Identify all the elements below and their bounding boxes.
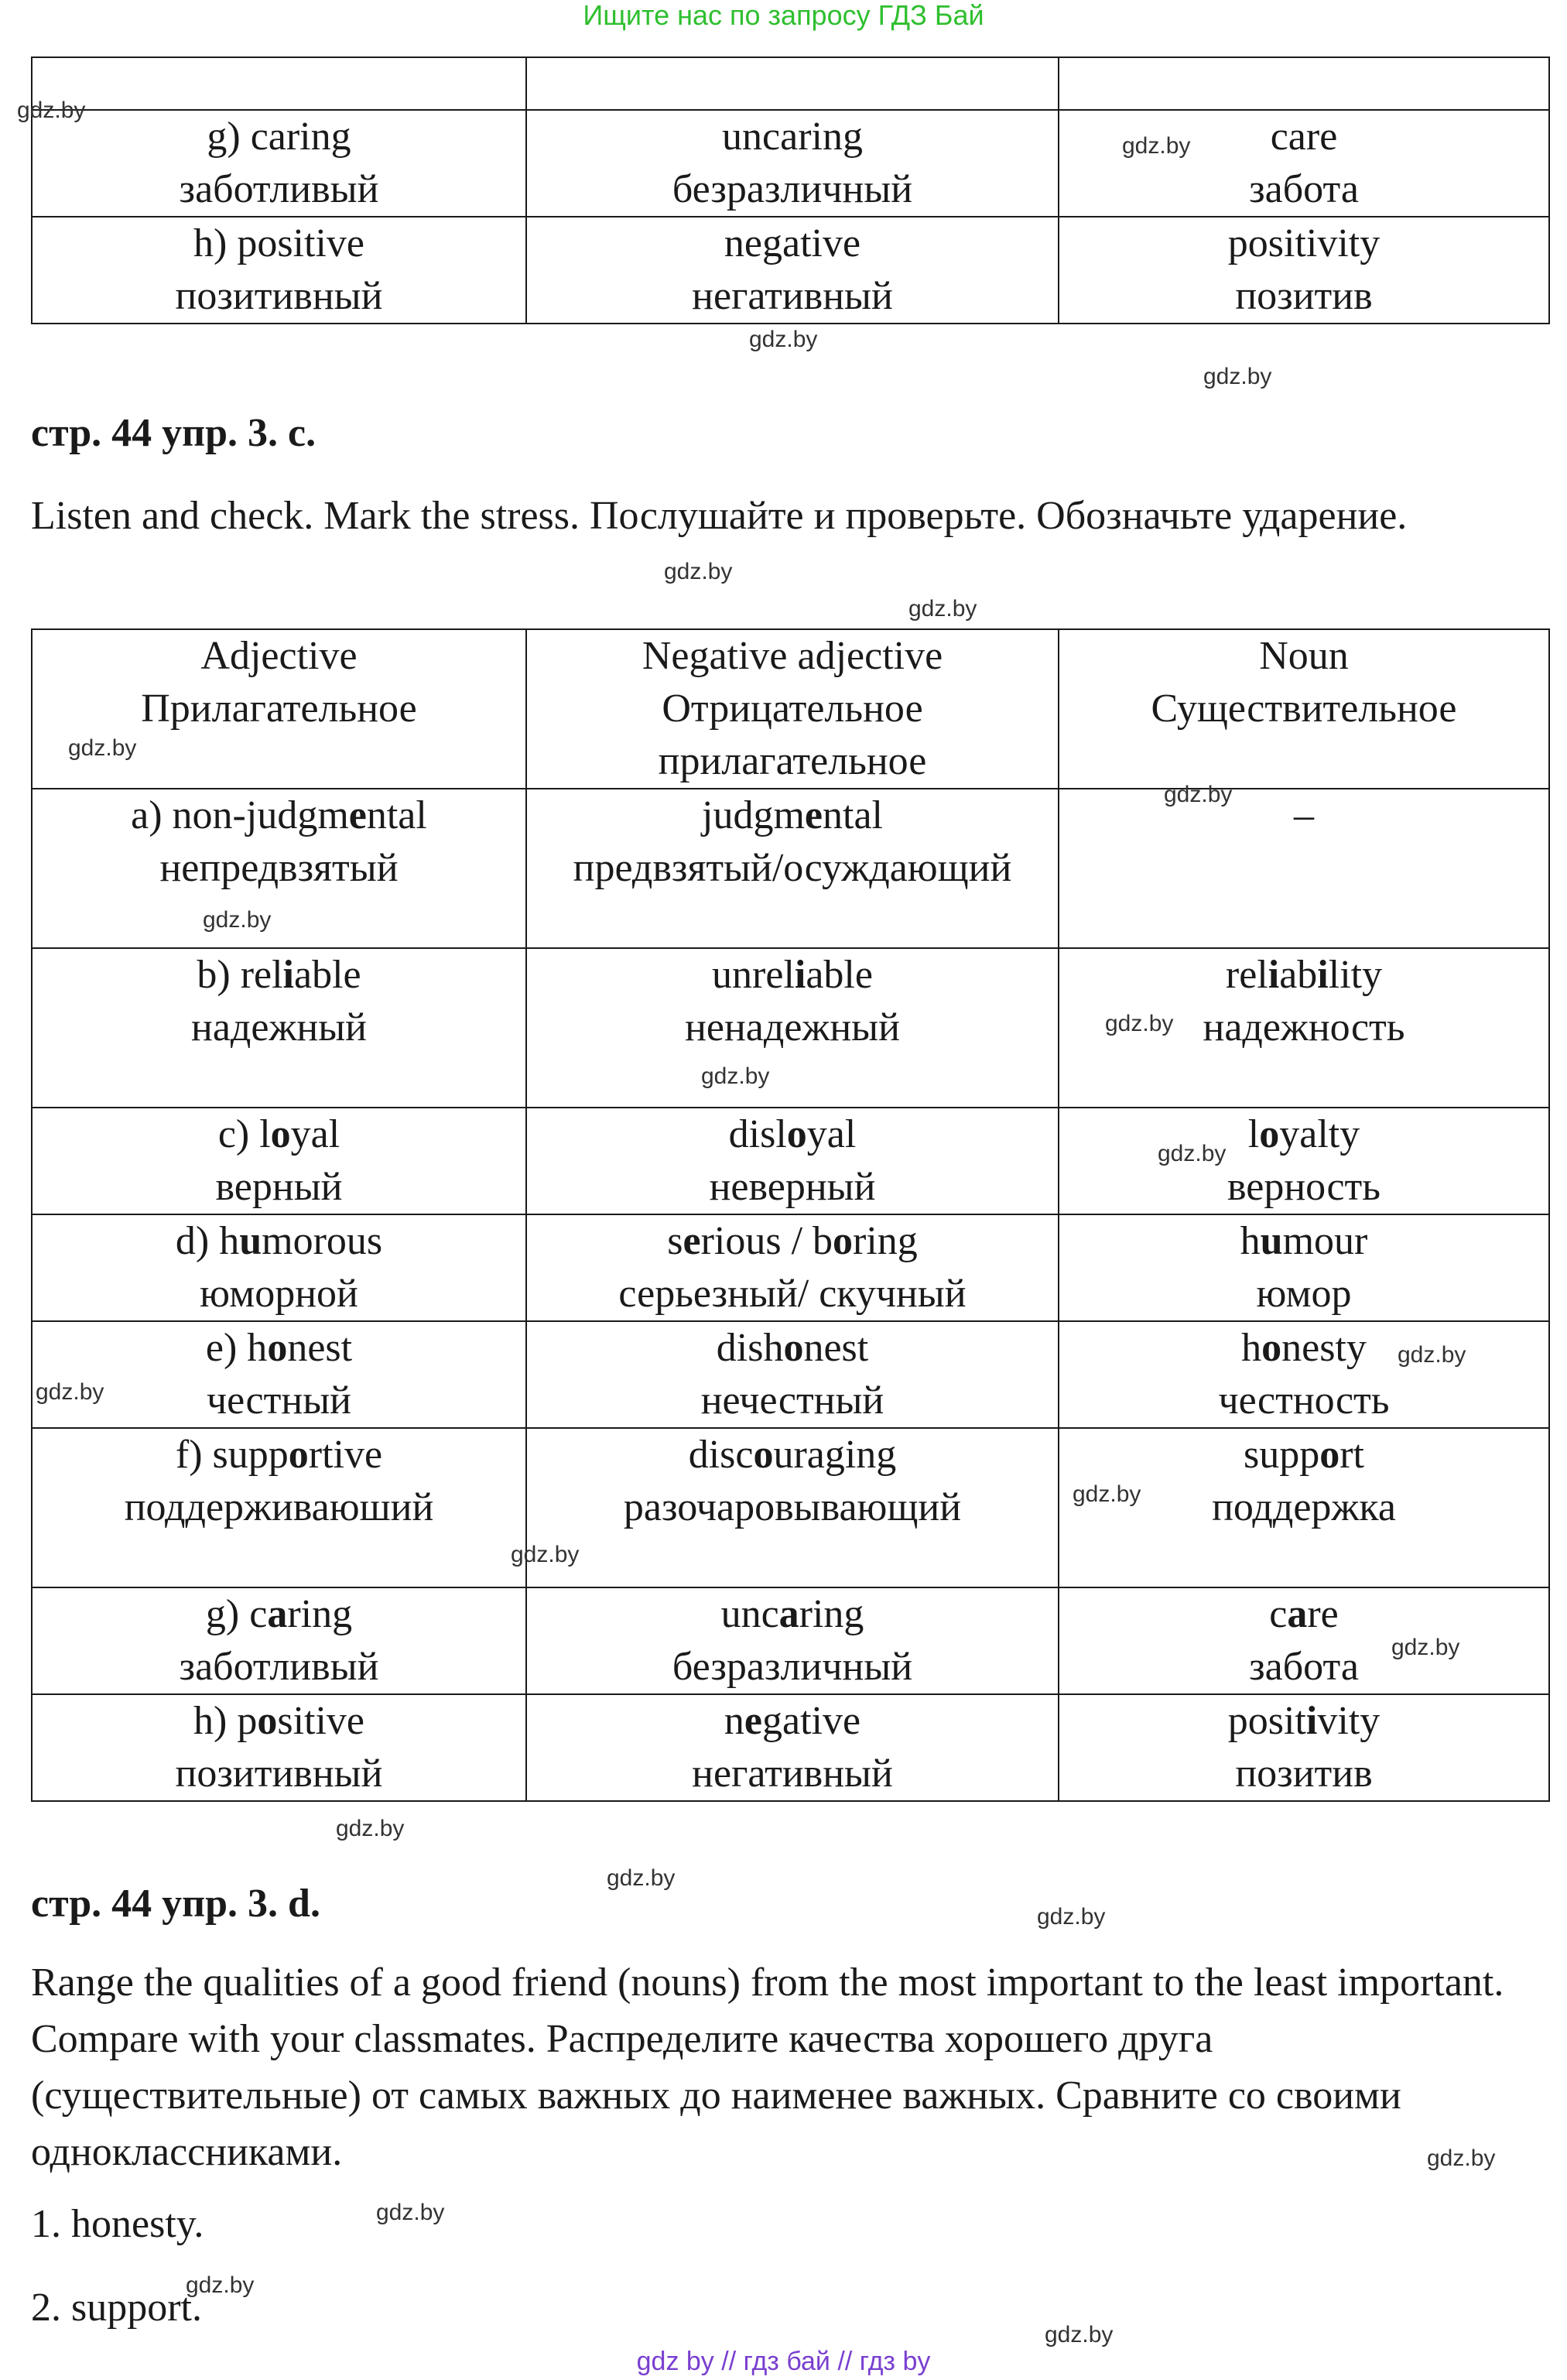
cell-line: честность bbox=[1218, 1378, 1390, 1423]
watermark: gdz.by bbox=[336, 1816, 405, 1841]
cell-line: d) humorous bbox=[175, 1219, 383, 1263]
table-row bbox=[32, 1694, 1549, 1801]
watermark: gdz.by bbox=[511, 1542, 580, 1567]
table-cell bbox=[526, 57, 1059, 110]
table-cell bbox=[32, 217, 526, 324]
cell-line: Существительное bbox=[1151, 687, 1457, 731]
table-row bbox=[32, 1428, 1549, 1587]
watermark: gdz.by bbox=[203, 907, 272, 933]
section-c-instruction: Listen and check. Mark the stress. Послушайте и проверьте. Обозначьте ударение. bbox=[31, 494, 1408, 538]
cell-line: dishonest bbox=[716, 1326, 869, 1370]
table-row bbox=[32, 110, 1549, 217]
cell-line: надежный bbox=[191, 1005, 367, 1050]
cell-line: позитивный bbox=[175, 274, 383, 318]
table-cell bbox=[32, 1694, 526, 1801]
table-row bbox=[32, 948, 1549, 1108]
cell-line: безразличный bbox=[672, 1645, 913, 1689]
cell-line: e) honest bbox=[205, 1326, 353, 1370]
cell-line: – bbox=[1294, 793, 1314, 837]
table-cell bbox=[32, 789, 526, 948]
cell-line: honesty bbox=[1241, 1326, 1367, 1370]
cell-line: care bbox=[1269, 1592, 1339, 1636]
table-cell bbox=[1059, 1214, 1549, 1321]
watermark: gdz.by bbox=[68, 735, 137, 761]
answer-item-1: 1. honesty. bbox=[31, 2202, 204, 2246]
table-cell bbox=[32, 1587, 526, 1694]
cell-line: надежность bbox=[1203, 1005, 1405, 1050]
table-cell bbox=[32, 1321, 526, 1428]
cell-line: f) supportive bbox=[175, 1433, 383, 1477]
cell-line: предвзятый/осуждающий bbox=[573, 846, 1012, 890]
cell-line: позитив bbox=[1235, 1752, 1373, 1796]
cell-line: negative bbox=[724, 221, 861, 265]
cell-line: юморной bbox=[200, 1272, 358, 1316]
cell-line: неверный bbox=[709, 1165, 876, 1209]
cell-line: a) non-judgmental bbox=[131, 793, 427, 837]
cell-line: Прилагательное bbox=[141, 687, 417, 731]
table-cell bbox=[32, 948, 526, 1108]
cell-line: unreliable bbox=[712, 953, 873, 997]
cell-line: забота bbox=[1249, 167, 1359, 211]
table-cell bbox=[526, 1321, 1059, 1428]
section-d-instruction: Range the qualities of a good friend (nouns) from the most important to the least important. Compare with your classmates. Распределите качества хорошего друга (существительные) от самых важных до наименее важных. Сравните со своими одноклассниками. bbox=[31, 1961, 1504, 2174]
table-header-row bbox=[32, 629, 1549, 789]
watermark: gdz.by bbox=[1122, 133, 1191, 159]
watermark: gdz.by bbox=[1398, 1342, 1466, 1368]
table-cell bbox=[526, 217, 1059, 324]
table-row bbox=[32, 217, 1549, 324]
watermark: gdz.by bbox=[1073, 1481, 1141, 1507]
cell-line: непредвзятый bbox=[159, 846, 399, 890]
watermark: gdz.by bbox=[749, 327, 818, 352]
footer-links[interactable]: gdz by // гдз бай // гдз by bbox=[636, 2347, 931, 2376]
table-cell bbox=[1059, 57, 1549, 110]
cell-line: loyalty bbox=[1247, 1112, 1360, 1156]
cell-line: негативный bbox=[692, 274, 893, 318]
cell-line: негативный bbox=[692, 1752, 893, 1796]
cell-line: позитивный bbox=[175, 1752, 383, 1796]
watermark: gdz.by bbox=[36, 1379, 104, 1405]
table-cell bbox=[1059, 1587, 1549, 1694]
cell-line: care bbox=[1270, 115, 1338, 159]
column-header bbox=[1059, 629, 1549, 789]
cell-line: верный bbox=[215, 1165, 343, 1209]
cell-line: serious / boring bbox=[667, 1219, 918, 1263]
section-c-heading: стр. 44 упр. 3. c. bbox=[31, 411, 316, 455]
watermark: gdz.by bbox=[1105, 1011, 1174, 1036]
table-cell bbox=[526, 1108, 1059, 1214]
column-header bbox=[526, 629, 1059, 789]
table-cell bbox=[1059, 1428, 1549, 1587]
cell-line: support bbox=[1243, 1433, 1364, 1477]
cell-line: uncaring bbox=[722, 115, 863, 159]
cell-line: прилагательное bbox=[658, 739, 927, 783]
cell-line: поддержка bbox=[1212, 1485, 1396, 1529]
table-cell bbox=[1059, 1321, 1549, 1428]
table-cell bbox=[526, 789, 1059, 948]
watermark: gdz.by bbox=[1391, 1635, 1460, 1660]
table-row bbox=[32, 57, 1549, 110]
table-cell bbox=[1059, 110, 1549, 217]
cell-line: positivity bbox=[1227, 221, 1381, 265]
cell-line: Adjective bbox=[200, 634, 358, 678]
column-header bbox=[32, 629, 526, 789]
stress-table bbox=[31, 628, 1550, 1802]
watermark: gdz.by bbox=[908, 596, 977, 622]
watermark: gdz.by bbox=[1164, 782, 1233, 807]
cell-line: нечестный bbox=[700, 1378, 884, 1423]
table-cell bbox=[32, 110, 526, 217]
cell-line: юмор bbox=[1256, 1272, 1352, 1316]
table-cell bbox=[1059, 217, 1549, 324]
table-cell bbox=[526, 948, 1059, 1108]
cell-line: judgmental bbox=[702, 793, 883, 837]
cell-line: честный bbox=[207, 1378, 351, 1423]
cell-line: h) positive bbox=[193, 1699, 364, 1743]
cell-line: верность bbox=[1227, 1165, 1381, 1209]
cell-line: h) positive bbox=[193, 221, 364, 265]
watermark: gdz.by bbox=[664, 559, 733, 584]
watermark: gdz.by bbox=[376, 2200, 445, 2225]
cell-line: uncaring bbox=[720, 1592, 864, 1636]
table-cell bbox=[1059, 1694, 1549, 1801]
table-row bbox=[32, 1108, 1549, 1214]
cell-line: Noun bbox=[1259, 634, 1349, 678]
table-cell bbox=[526, 1214, 1059, 1321]
cell-line: забота bbox=[1249, 1645, 1359, 1689]
cell-line: Отрицательное bbox=[662, 687, 923, 731]
search-banner[interactable]: Ищите нас по запросу ГДЗ Бай bbox=[583, 0, 984, 31]
cell-line: безразличный bbox=[672, 167, 913, 211]
table-cell bbox=[32, 1214, 526, 1321]
watermark: gdz.by bbox=[1203, 364, 1272, 389]
table-cell bbox=[526, 1587, 1059, 1694]
table-cell bbox=[526, 1694, 1059, 1801]
watermark: gdz.by bbox=[1045, 2322, 1114, 2347]
cell-line: humour bbox=[1240, 1219, 1368, 1263]
cell-line: disloyal bbox=[728, 1112, 857, 1156]
table-row bbox=[32, 1587, 1549, 1694]
table-row bbox=[32, 1321, 1549, 1428]
section-d-heading: стр. 44 упр. 3. d. bbox=[31, 1882, 320, 1926]
cell-line: позитив bbox=[1235, 274, 1373, 318]
cell-line: Negative adjective bbox=[642, 634, 943, 678]
cell-line: заботливый bbox=[179, 167, 379, 211]
table-cell bbox=[1059, 1108, 1549, 1214]
table-row bbox=[32, 1214, 1549, 1321]
watermark: gdz.by bbox=[1037, 1904, 1106, 1930]
table-cell bbox=[32, 57, 526, 110]
cell-line: g) caring bbox=[205, 1592, 353, 1636]
cell-line: разочаровывающий bbox=[623, 1485, 962, 1529]
table-cell bbox=[526, 1428, 1059, 1587]
watermark: gdz.by bbox=[17, 98, 86, 123]
cell-line: reliability bbox=[1225, 953, 1383, 997]
table-cell bbox=[526, 110, 1059, 217]
top-table bbox=[31, 57, 1550, 324]
cell-line: поддерживаюший bbox=[124, 1485, 434, 1529]
watermark: gdz.by bbox=[1427, 2145, 1496, 2171]
watermark: gdz.by bbox=[186, 2272, 255, 2298]
cell-line: серьезный/ скучный bbox=[618, 1272, 967, 1316]
cell-line: discouraging bbox=[688, 1433, 897, 1477]
watermark: gdz.by bbox=[1158, 1141, 1227, 1166]
cell-line: negative bbox=[724, 1699, 861, 1743]
cell-line: c) loyal bbox=[217, 1112, 340, 1156]
watermark: gdz.by bbox=[607, 1865, 676, 1891]
answer-item-2: 2. support. bbox=[31, 2286, 202, 2330]
cell-line: ненадежный bbox=[685, 1005, 900, 1050]
cell-line: g) caring bbox=[207, 115, 351, 159]
cell-line: positivity bbox=[1227, 1699, 1381, 1743]
table-cell bbox=[32, 1108, 526, 1214]
cell-line: заботливый bbox=[179, 1645, 379, 1689]
table-cell bbox=[1059, 789, 1549, 948]
watermark: gdz.by bbox=[701, 1063, 770, 1089]
table-cell bbox=[32, 1428, 526, 1587]
cell-line: b) reliable bbox=[197, 953, 361, 997]
